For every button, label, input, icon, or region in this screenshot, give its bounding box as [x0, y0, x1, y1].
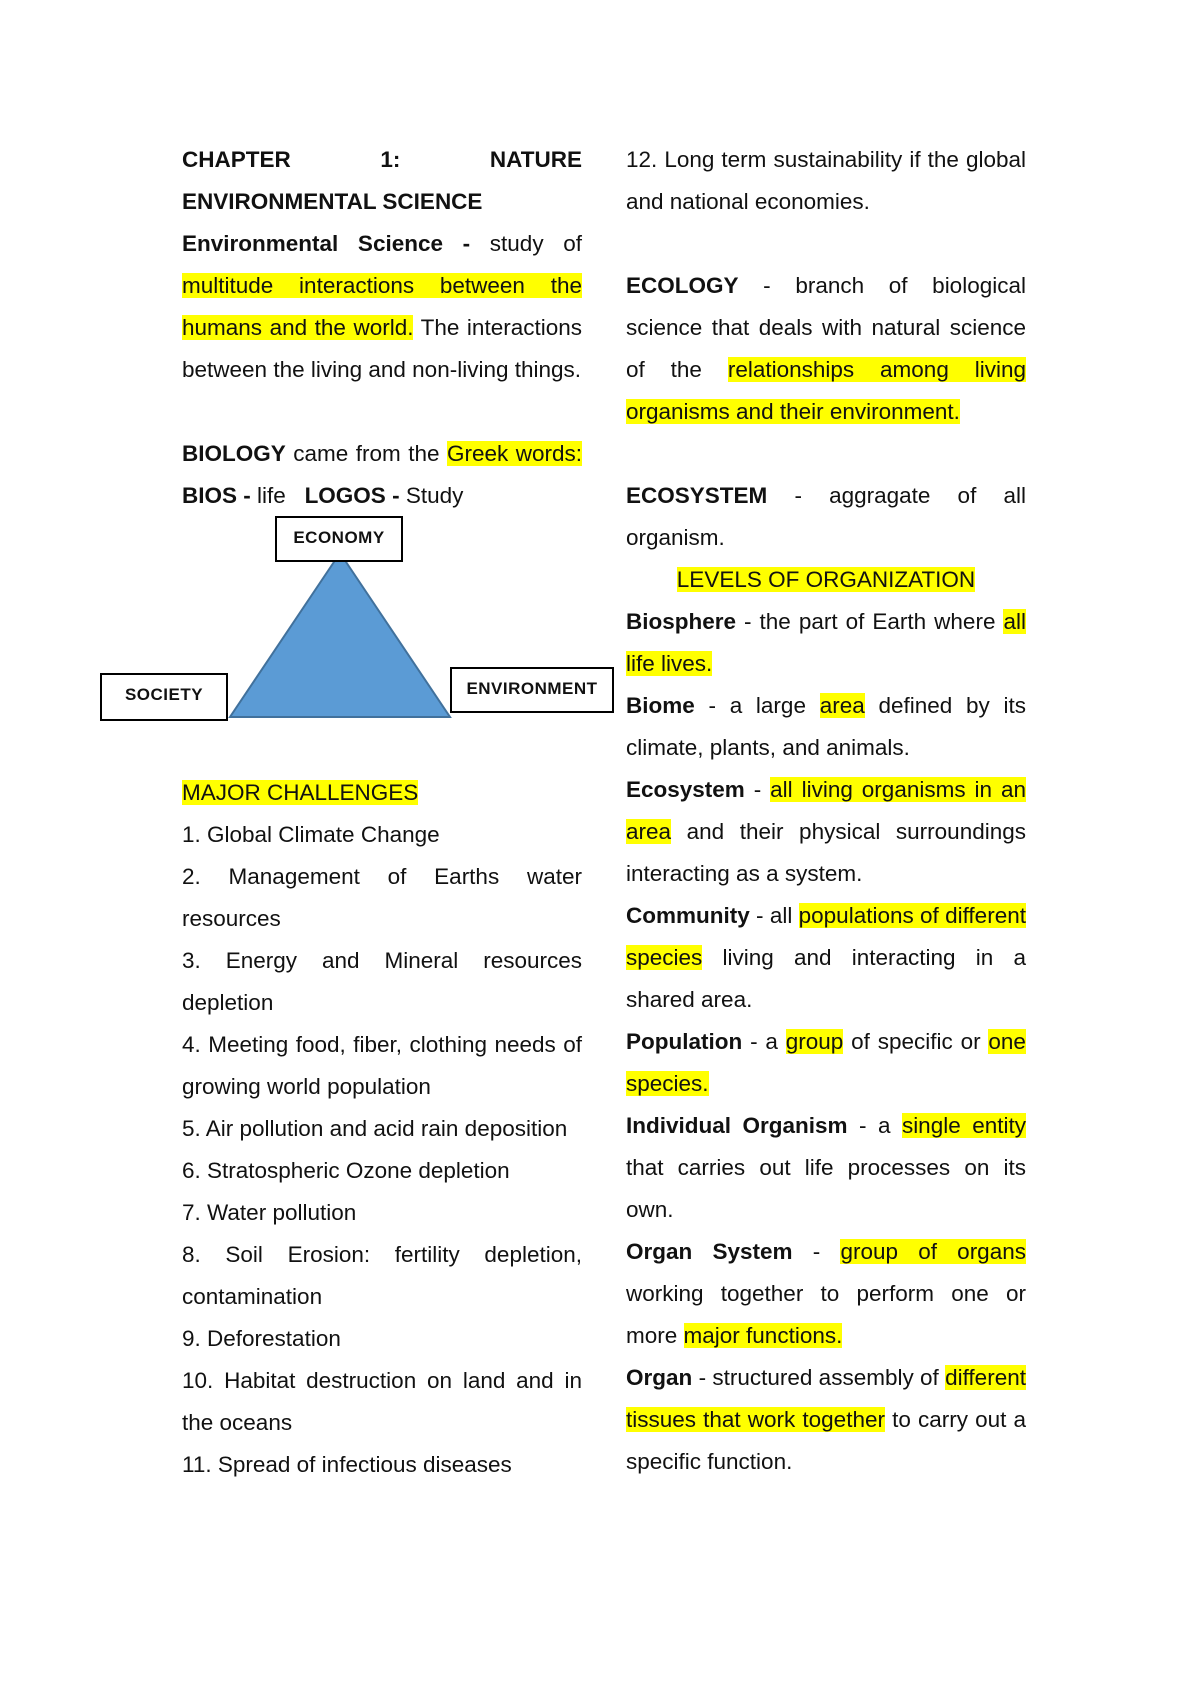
- right-column: [626, 139, 1026, 1483]
- list-item: 7. Water pollution: [182, 1200, 357, 1225]
- levels-heading: LEVELS OF ORGANIZATION: [676, 567, 976, 592]
- env-sci-term: Environmental Science -: [182, 231, 471, 256]
- list-item: 5. Air pollution and acid rain deposition: [182, 1116, 568, 1141]
- ecology-term: ECOLOGY: [626, 273, 739, 298]
- left-column: [124, 139, 598, 1486]
- ecosystem-level-paragraph: Ecosystem - all living organisms in an area and their physical surroundings interacting as a system.: [626, 777, 1026, 886]
- biology-paragraph: BIOLOGY came from the Greek words: BIOS - life LOGOS - Study: [182, 441, 582, 508]
- list-item: 2. Management of Earths water resources: [182, 864, 582, 931]
- list-item: 9. Deforestation: [182, 1326, 341, 1351]
- society-box: SOCIETY: [100, 673, 228, 721]
- list-item: 11. Spread of infectious diseases: [182, 1452, 512, 1477]
- chapter-title: CHAPTER 1: NATURE: [182, 147, 582, 172]
- biome-paragraph: Biome - a large area defined by its climate, plants, and animals.: [626, 693, 1026, 760]
- ecology-highlight: relationships among living organisms and their environment.: [626, 357, 1026, 424]
- list-item: 1. Global Climate Change: [182, 822, 440, 847]
- list-item: 4. Meeting food, fiber, clothing needs of growing world population: [182, 1032, 582, 1099]
- organ-system-paragraph: Organ System - group of organs working together to perform one or more major functions.: [626, 1239, 1026, 1348]
- biology-term: BIOLOGY: [182, 441, 286, 466]
- organ-paragraph: Organ - structured assembly of different tissues that work together to carry out a specific function.: [626, 1365, 1026, 1474]
- population-paragraph: Population - a group of specific or one species.: [626, 1029, 1026, 1096]
- list-item: 3. Energy and Mineral resources depletion: [182, 948, 582, 1015]
- list-item: 8. Soil Erosion: fertility depletion, contamination: [182, 1242, 582, 1309]
- challenges-heading: MAJOR CHALLENGES: [182, 780, 419, 805]
- individual-paragraph: Individual Organism - a single entity that carries out life processes on its own.: [626, 1113, 1026, 1222]
- item-12: 12. Long term sustainability if the global and national economies.: [626, 147, 1026, 214]
- env-sci-highlight: multitude interactions between the humans and the world.: [182, 273, 582, 340]
- ecosystem-term: ECOSYSTEM: [626, 483, 768, 508]
- env-sci-paragraph: Environmental Science - study of multitude interactions between the humans and the world. The interactions between the living and non-living things.: [182, 231, 582, 382]
- environment-box: ENVIRONMENT: [450, 667, 614, 713]
- list-item: 6. Stratospheric Ozone depletion: [182, 1158, 510, 1183]
- chapter-subtitle: ENVIRONMENTAL SCIENCE: [182, 189, 483, 214]
- community-paragraph: Community - all populations of different species living and interacting in a shared area.: [626, 903, 1026, 1012]
- biosphere-paragraph: Biosphere - the part of Earth where all life lives.: [626, 609, 1026, 676]
- triangle-diagram: [124, 517, 598, 772]
- triangle-shape: [230, 553, 450, 717]
- ecosystem-paragraph: ECOSYSTEM - aggragate of all organism.: [626, 483, 1026, 550]
- list-item: 10. Habitat destruction on land and in the oceans: [182, 1368, 582, 1435]
- ecology-paragraph: ECOLOGY - branch of biological science that deals with natural science of the relationships among living organisms and their environment.: [626, 273, 1026, 424]
- economy-box: ECONOMY: [275, 516, 403, 562]
- biology-highlight: Greek words:: [446, 441, 582, 466]
